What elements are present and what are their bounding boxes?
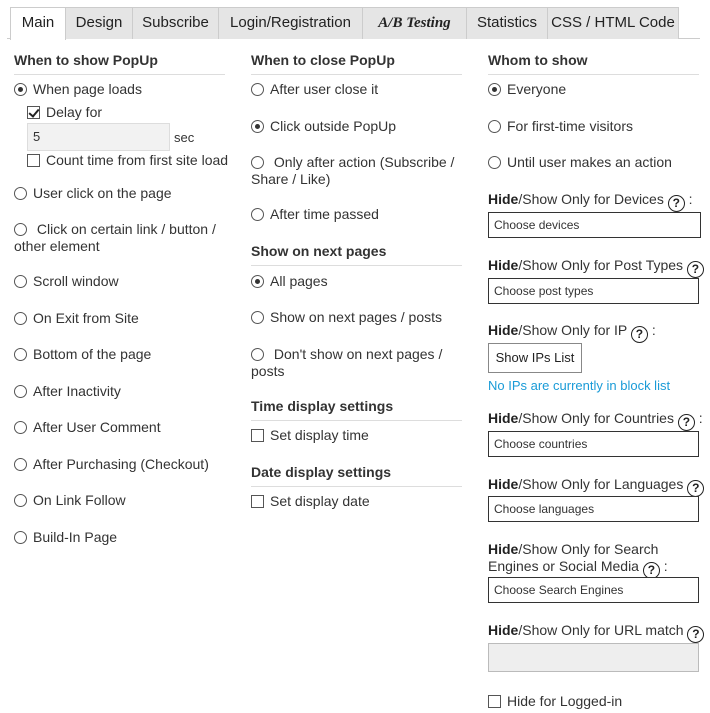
option-label: After time passed [270,206,379,222]
help-icon[interactable]: ? [668,195,685,212]
date-display-heading: Date display settings [251,464,392,480]
option-label: Until user makes an action [507,154,672,170]
hide-word: Hide [488,257,519,273]
when-to-close-heading: When to close PopUp [251,52,395,68]
option-delay-for[interactable] [27,104,102,121]
radio-icon[interactable] [251,120,264,133]
radio-icon[interactable] [14,494,27,507]
option-hide-logged-in[interactable] [488,693,622,710]
languages-select[interactable]: Choose languages [488,496,699,522]
option-label: After User Comment [33,419,161,435]
help-icon[interactable]: ? [687,480,704,497]
divider [251,486,462,487]
option-user-click[interactable] [14,185,172,202]
option-label: After Purchasing (Checkout) [33,456,209,472]
hide-word: Hide [488,622,519,638]
search-engines-select[interactable]: Choose Search Engines [488,577,699,603]
option-label: Hide for Logged-in [507,693,623,709]
tab-login-registration[interactable]: Login/Registration [218,7,363,39]
checkbox-icon[interactable] [251,495,264,508]
option-label: Set display date [270,493,370,509]
option-label: Count time from first site load [46,152,229,168]
radio-icon[interactable] [14,531,27,544]
colon: : [698,410,703,426]
option-only-after-action[interactable] [251,154,456,188]
tab-main[interactable]: Main [10,7,66,40]
option-build-in[interactable] [14,529,117,546]
hide-word: Hide [488,476,519,492]
option-dont-show[interactable] [251,346,456,380]
radio-icon[interactable] [488,156,501,169]
option-label: After Inactivity [33,383,121,399]
label-text: /Show Only for URL match [518,622,684,638]
radio-icon[interactable] [14,348,27,361]
radio-icon[interactable] [14,312,27,325]
radio-icon[interactable] [488,83,501,96]
radio-icon[interactable] [251,275,264,288]
divider [251,265,462,266]
option-label: Set display time [270,427,369,443]
tab-statistics[interactable]: Statistics [466,7,548,39]
divider [14,74,225,75]
countries-label [488,410,703,431]
radio-icon[interactable] [14,223,27,236]
option-click-outside[interactable] [251,118,396,135]
radio-icon[interactable] [14,275,27,288]
tab-css-html-code[interactable]: CSS / HTML Code [547,7,679,39]
option-label: Click on certain link / button / other element [14,221,216,254]
label-text: /Show Only for Devices [518,191,664,207]
ip-label [488,322,656,343]
option-scroll[interactable] [14,273,119,290]
option-bottom[interactable] [14,346,151,363]
radio-icon[interactable] [488,120,501,133]
delay-unit: sec [174,130,195,145]
radio-icon[interactable] [251,348,264,361]
option-certain-link[interactable] [14,221,219,255]
option-label: Don't show on next pages / posts [251,346,443,379]
option-label: For first-time visitors [507,118,633,134]
option-after-close[interactable] [251,81,378,98]
checkbox-icon[interactable] [488,695,501,708]
radio-icon[interactable] [14,83,27,96]
option-everyone[interactable] [488,81,566,98]
hide-word: Hide [488,541,519,557]
delay-input[interactable]: 5 [27,123,170,151]
option-label: Scroll window [33,273,119,289]
devices-select[interactable]: Choose devices [488,212,701,238]
option-label: Everyone [507,81,567,97]
option-label: Click outside PopUp [270,118,397,134]
checkbox-icon[interactable] [27,106,40,119]
radio-icon[interactable] [14,458,27,471]
show-ips-button[interactable]: Show IPs List [488,343,582,373]
hide-word: Hide [488,191,519,207]
option-label: User click on the page [33,185,172,201]
help-icon[interactable]: ? [687,261,704,278]
help-icon[interactable]: ? [678,414,695,431]
tab-bar [7,7,700,39]
option-first-time[interactable] [488,118,633,135]
option-label: Build-In Page [33,529,118,545]
radio-icon[interactable] [251,83,264,96]
colon: : [663,558,668,574]
tab-ab-testing[interactable] [362,7,467,39]
help-icon[interactable]: ? [687,626,704,643]
countries-select[interactable]: Choose countries [488,431,699,457]
option-label: Delay for [46,104,103,120]
option-label: Only after action (Subscribe / Share / Like) [251,154,455,187]
option-set-date[interactable] [251,493,370,510]
tab-design[interactable]: Design [65,7,133,39]
colon: : [688,191,693,207]
help-icon[interactable]: ? [631,326,648,343]
label-text: /Show Only for Languages [518,476,684,492]
divider [488,74,699,75]
radio-icon[interactable] [14,187,27,200]
radio-icon[interactable] [251,156,264,169]
option-label: Bottom of the page [33,346,152,362]
devices-label [488,191,693,212]
hide-word: Hide [488,410,519,426]
option-set-time[interactable] [251,427,369,444]
no-ips-link[interactable]: No IPs are currently in block list [488,378,671,393]
post-types-select[interactable]: Choose post types [488,278,699,304]
option-label: On Link Follow [33,492,126,508]
option-label: On Exit from Site [33,310,139,326]
option-label: After user close it [270,81,379,97]
when-to-show-heading: When to show PopUp [14,52,158,68]
hide-word: Hide [488,322,519,338]
label-text: /Show Only for Search Engines or Social Media [488,541,659,574]
label-text: /Show Only for Countries [518,410,674,426]
tab-ab-testing-label: A/B Testing [378,15,451,31]
option-user-comment[interactable] [14,419,161,436]
option-label: All pages [270,273,328,289]
radio-icon[interactable] [14,385,27,398]
radio-icon[interactable] [251,311,264,324]
search-engines-label [488,541,703,579]
checkbox-icon[interactable] [251,429,264,442]
option-label: Show on next pages / posts [270,309,442,325]
divider [251,420,462,421]
whom-to-show-heading: Whom to show [488,52,588,68]
label-text: /Show Only for Post Types [518,257,684,273]
colon: : [651,322,656,338]
option-on-exit[interactable] [14,310,139,327]
radio-icon[interactable] [251,208,264,221]
option-inactivity[interactable] [14,383,121,400]
url-match-input[interactable] [488,643,699,672]
option-until-action[interactable] [488,154,672,171]
next-pages-heading: Show on next pages [251,243,387,259]
option-after-time[interactable] [251,206,379,223]
time-display-heading: Time display settings [251,398,394,414]
help-icon[interactable]: ? [643,562,660,579]
option-all-pages[interactable] [251,273,328,290]
option-label: When page loads [33,81,142,97]
option-show-next[interactable] [251,309,442,326]
divider [251,74,462,75]
label-text: /Show Only for IP [518,322,628,338]
option-link-follow[interactable] [14,492,126,509]
tab-subscribe[interactable]: Subscribe [132,7,219,39]
option-count-time[interactable] [27,152,228,169]
option-purchasing[interactable] [14,456,209,473]
option-page-loads[interactable] [14,81,142,98]
radio-icon[interactable] [14,421,27,434]
checkbox-icon[interactable] [27,154,40,167]
